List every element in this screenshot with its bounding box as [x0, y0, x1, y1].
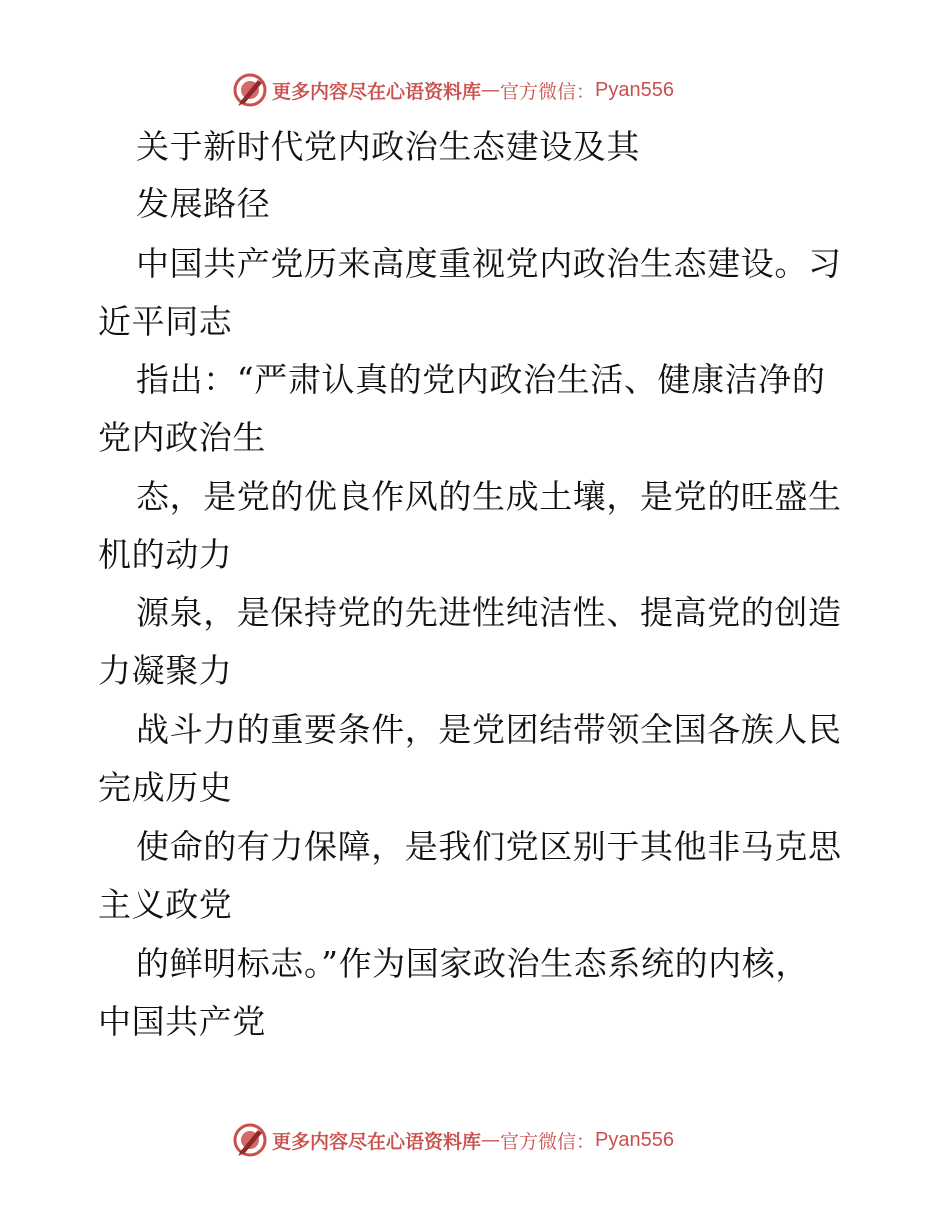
paragraph-line: 完成历史 [98, 768, 233, 807]
paragraph-line: 主义政党 [98, 885, 233, 924]
watermark-contact-id: Pyan556 [595, 78, 674, 101]
watermark-contact-label: 官方微信： [500, 80, 596, 103]
paragraph-line: 指出：“严肃认真的党内政治生活、健康洁净的 [136, 360, 826, 399]
document-title-line-1: 关于新时代党内政治生态建设及其 [136, 127, 640, 166]
paragraph-line: 近平同志 [98, 302, 233, 341]
paragraph-line: 机的动力 [98, 535, 233, 574]
paragraph-line: 中国共产党 [98, 1002, 266, 1041]
paragraph-line: 的鲜明标志。”作为国家政治生态系统的内核， [136, 944, 809, 983]
paragraph-line: 态，是党的优良作风的生成土壤，是党的旺盛生 [136, 477, 842, 516]
header-watermark [232, 72, 674, 108]
watermark-contact-id: Pyan556 [595, 1128, 674, 1151]
paragraph-line: 党内政治生 [98, 418, 266, 457]
watermark-brand-text: 更多内容尽在心语资料库 [272, 1130, 482, 1153]
paragraph-line: 使命的有力保障，是我们党区别于其他非马克思 [136, 827, 842, 866]
document-title-line-2: 发展路径 [136, 184, 271, 223]
footer-watermark [232, 1122, 674, 1158]
watermark-separator: — [481, 79, 501, 101]
paragraph-line: 源泉，是保持党的先进性纯洁性、提高党的创造 [136, 593, 842, 632]
pen-logo-icon [232, 1122, 268, 1158]
watermark-contact-label: 官方微信： [500, 1130, 596, 1153]
paragraph-line: 战斗力的重要条件，是党团结带领全国各族人民 [136, 710, 842, 749]
watermark-separator: — [481, 1129, 501, 1151]
pen-logo-icon [232, 72, 268, 108]
paragraph-line: 中国共产党历来高度重视党内政治生态建设。习 [136, 244, 842, 283]
paragraph-line: 力凝聚力 [98, 651, 233, 690]
watermark-brand-text: 更多内容尽在心语资料库 [272, 80, 482, 103]
